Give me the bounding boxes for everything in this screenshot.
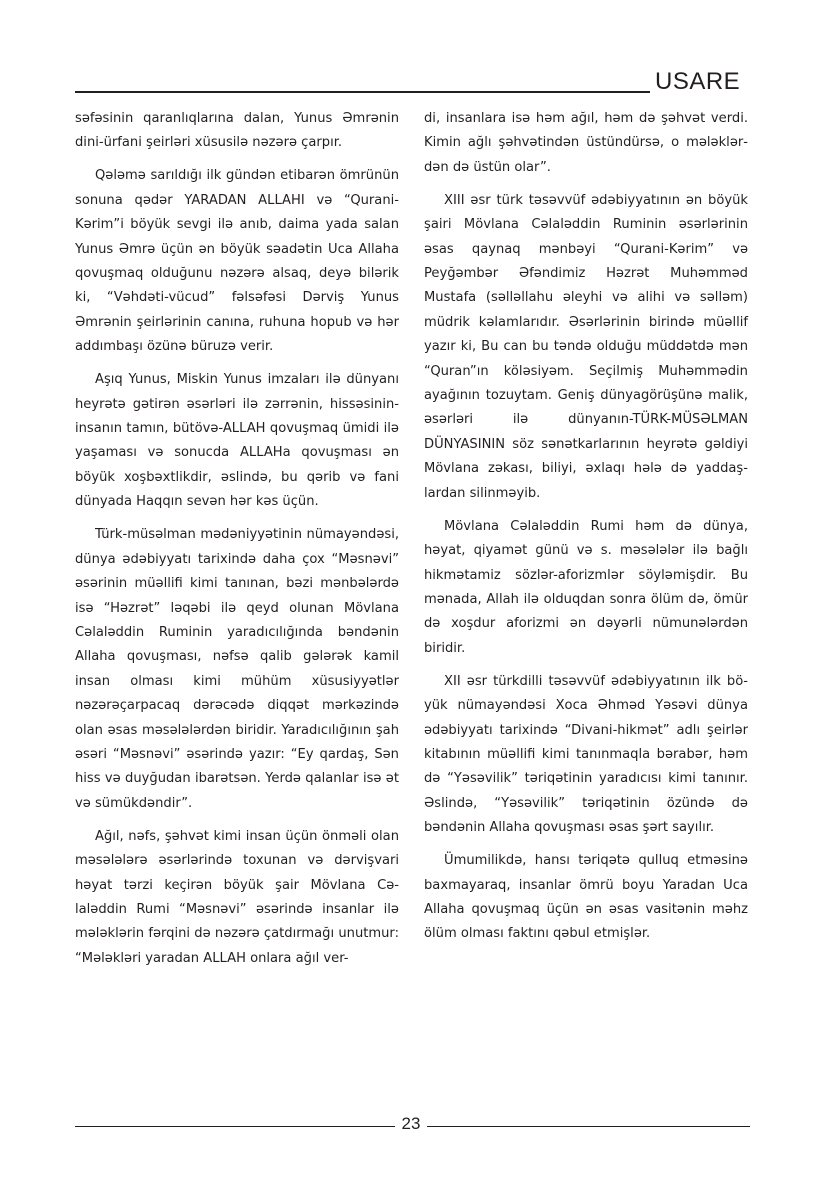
header-rule <box>75 91 650 93</box>
left-column <box>75 107 399 980</box>
journal-title: USARE <box>655 68 741 95</box>
paragraph: XIII əsr türk təsəvvüf ədəbiyyatının ən böyük şairi Mövlana Cəlaləddin Ruminin əsərlərinin əsas qaynaq mənbəyi “Qurani-Kərim” və Peyğəmbər Əfəndimiz Həzrət Muhəmməd Mustafa (səlləllahu əleyhi və alihi və səlləm) müdrik kəlamlarıdır. Əsərlərinin birində müəllif yazır ki, Bu can bu təndə olduğu müddətdə mən “Quran”ın köləsiyəm. Seçilmiş Muhəmmədin ayağının tozuytam. Geniş dünyagörüşünə malik, əsərləri ilə dünyanın-TÜRK-MÜSƏLMAN DÜNYASININ söz sənətkarlarının heyrətə gəldiyi Mövlana zəkası, biliyi, əxlaqı hələ də yaddaşlardan silinməyib. <box>424 192 748 501</box>
paragraph: di, insanlara isə həm ağıl, həm də şəhvət verdi. Kimin ağlı şəhvətindən üstündürsə, o mələklərdən də üstün olar”. <box>424 111 748 175</box>
footer-rule-right <box>427 1126 750 1127</box>
footer-rule-left <box>75 1126 395 1127</box>
paragraph: Ağıl, nəfs, şəhvət kimi insan üçün önməli olan məsələlərə əsərlərində toxunan və dərvişvari həyat tərzi keçirən böyük şair Mövlana Cəlaləddin Rumi “Məsnəvi” əsərində insanlar ilə mələklərin fərqini də nəzərə çatdırmağı unutmur: “Mələkləri yaradan ALLAH onlara ağıl ver- <box>75 828 399 966</box>
page-number: 23 <box>401 1114 421 1133</box>
paragraph: XII əsr türkdilli təsəvvüf ədəbiyyatının ilk böyük nümayəndəsi Xoca Əhməd Yəsəvi dünya ədəbiyyatı tarixində “Divani-hikmət” adlı şeirlər kitabının müəllifi kimi tanınmaqla bərabər, həm də “Yəsəvilik” təriqətinin yaradıcısı kimi tanınır. Əslində, “Yəsəvilik” təriqətinin özündə də bəndənin Allaha qovuşması əsas şərt sayılır. <box>424 673 748 836</box>
paragraph: Qələmə sarıldığı ilk gündən etibarən ömrünün sonuna qədər YARADAN ALLAHI və “Qurani-Kərim”i böyük sevgi ilə anıb, daima yada salan Yunus Əmrə üçün ən böyük səadətin Uca Allaha qovuşmaq olduğunu nəzərə alsaq, deyə bilərik ki, “Vəhdəti-vücud” fəlsəfəsi Dərviş Yunus Əmrənin şeirlərinin canına, ruhuna hopub və hər addımbaşı özünə büruzə verir. <box>75 168 399 355</box>
paragraph: Aşıq Yunus, Miskin Yunus imzaları ilə dünyanı heyrətə gətirən əsərləri ilə zərrənin, hissəsinin-insanın tamın, bütövə-ALLAH qovuşmaq ümidi ilə yaşaması və sonucda ALLAHa qovuşması ən böyük xoşbəxtlikdir, əslində, bu qərib və fani dünyada Haqqın sevən hər kəs üçün. <box>75 372 399 510</box>
paragraph: Ümumilikdə, hansı təriqətə qulluq etməsinə baxmayaraq, insanlar ömrü boyu Yaradan Uca Allaha qovuşmaq üçün ən əsas vasitənin məhz ölüm olması faktını qəbul etmişlər. <box>424 853 748 942</box>
paragraph: Mövlana Cəlaləddin Rumi həm də dünya, həyat, qiyamət günü və s. məsələlər ilə bağlı hikmətamiz sözlər-aforizmlər söyləmişdir. Bu mənada, Allah ilə olduqdan sonra ölüm də, ömür də xoşdur aforizmi ən dəyərli nümunələrdən biridir. <box>424 518 748 656</box>
right-column <box>424 107 748 955</box>
paragraph: Türk-müsəlman mədəniyyətinin nümayəndəsi, dünya ədəbiyyatı tarixində daha çox “Məsnəvi” əsərinin müəllifi kimi tanınan, bəzi mənbələrdə isə “Həzrət” ləqəbi ilə qeyd olunan Mövlana Cəlaləddin Ruminin yaradıcılığında bəndənin Allaha qovuşması, nəfsə qalib gələrək kamil insan olması kimi mühüm xüsusiyyətlər nəzərəçarpacaq dərəcədə diqqət mərkəzində olan əsas məsələlərdən biridir. Yaradıcılığının şah əsəri “Məsnəvi” əsərində yazır: “Ey qardaş, Sən hiss və duyğudan ibarətsən. Yerdə qalanlar isə ət və sümükdəndir”. <box>75 527 399 811</box>
paragraph: səfəsinin qaranlıqlarına dalan, Yunus Əmrənin dini-ürfani şeirləri xüsusilə nəzərə çarpır. <box>75 111 399 151</box>
